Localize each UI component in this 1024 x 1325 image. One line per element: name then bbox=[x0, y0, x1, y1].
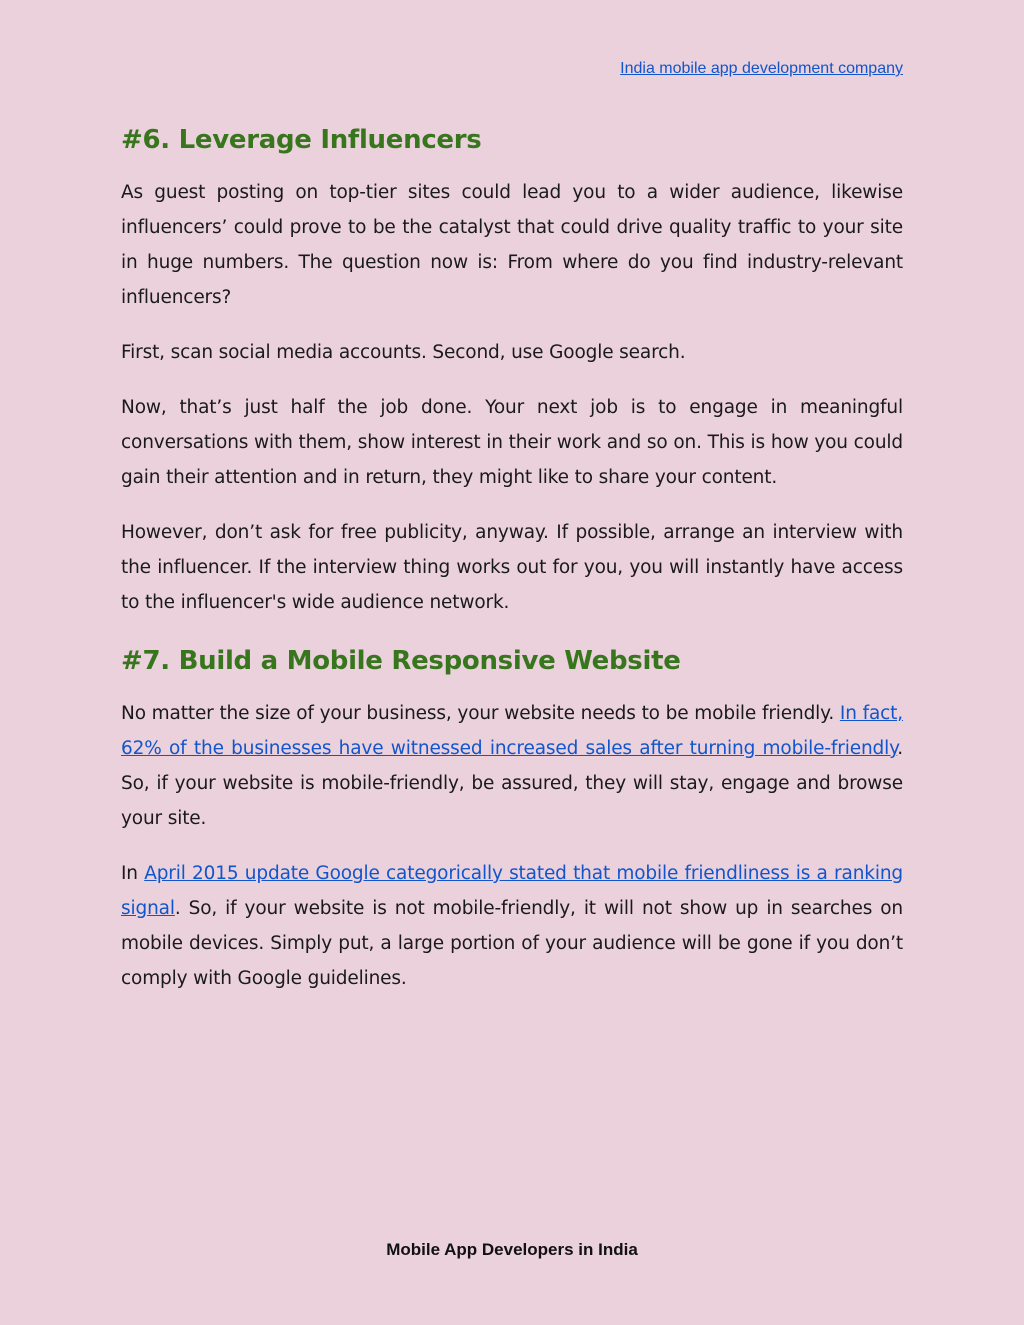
footer-text: Mobile App Developers in India bbox=[386, 1240, 638, 1259]
section7-paragraph-2 bbox=[121, 856, 903, 996]
google-ranking-signal-link[interactable]: April 2015 update Google categorically stated that mobile friendliness is a ranking signal bbox=[121, 863, 903, 919]
header-link[interactable]: India mobile app development company bbox=[620, 60, 903, 77]
section6-paragraph-3: Now, that’s just half the job done. Your next job is to engage in meaningful conversations with them, show interest in their work and so on. This is how you could gain their attention and in return, they might like to share your content. bbox=[121, 397, 903, 488]
mobile-sales-stat-link[interactable]: In fact, 62% of the businesses have witnessed increased sales after turning mobile-friendly bbox=[121, 703, 903, 759]
article-content bbox=[121, 118, 903, 996]
section7-p2-text-after: . So, if your website is not mobile-friendly, it will not show up in searches on mobile devices. Simply put, a large portion of your audience will be gone if you don’t comply with Google guidelines. bbox=[121, 898, 903, 989]
section7-p1-text-before: No matter the size of your business, your website needs to be mobile friendly. bbox=[121, 703, 840, 724]
section7-heading: #7. Build a Mobile Responsive Website bbox=[121, 646, 681, 676]
section7-p1-text-after: . So, if your website is mobile-friendly, be assured, they will stay, engage and browse your site. bbox=[121, 738, 903, 829]
section7-paragraph-1 bbox=[121, 696, 903, 836]
section6-paragraph-2: First, scan social media accounts. Second, use Google search. bbox=[121, 342, 686, 363]
section6-heading: #6. Leverage Influencers bbox=[121, 125, 482, 155]
section7-p2-text-before: In bbox=[121, 863, 145, 884]
section6-paragraph-4: However, don’t ask for free publicity, anyway. If possible, arrange an interview with the influencer. If the interview thing works out for you, you will instantly have access to the influencer's wide audience network. bbox=[121, 522, 903, 613]
section6-paragraph-1: As guest posting on top-tier sites could lead you to a wider audience, likewise influencers’ could prove to be the catalyst that could drive quality traffic to your site in huge numbers. The question now is: From where do you find industry-relevant influencers? bbox=[121, 182, 903, 308]
